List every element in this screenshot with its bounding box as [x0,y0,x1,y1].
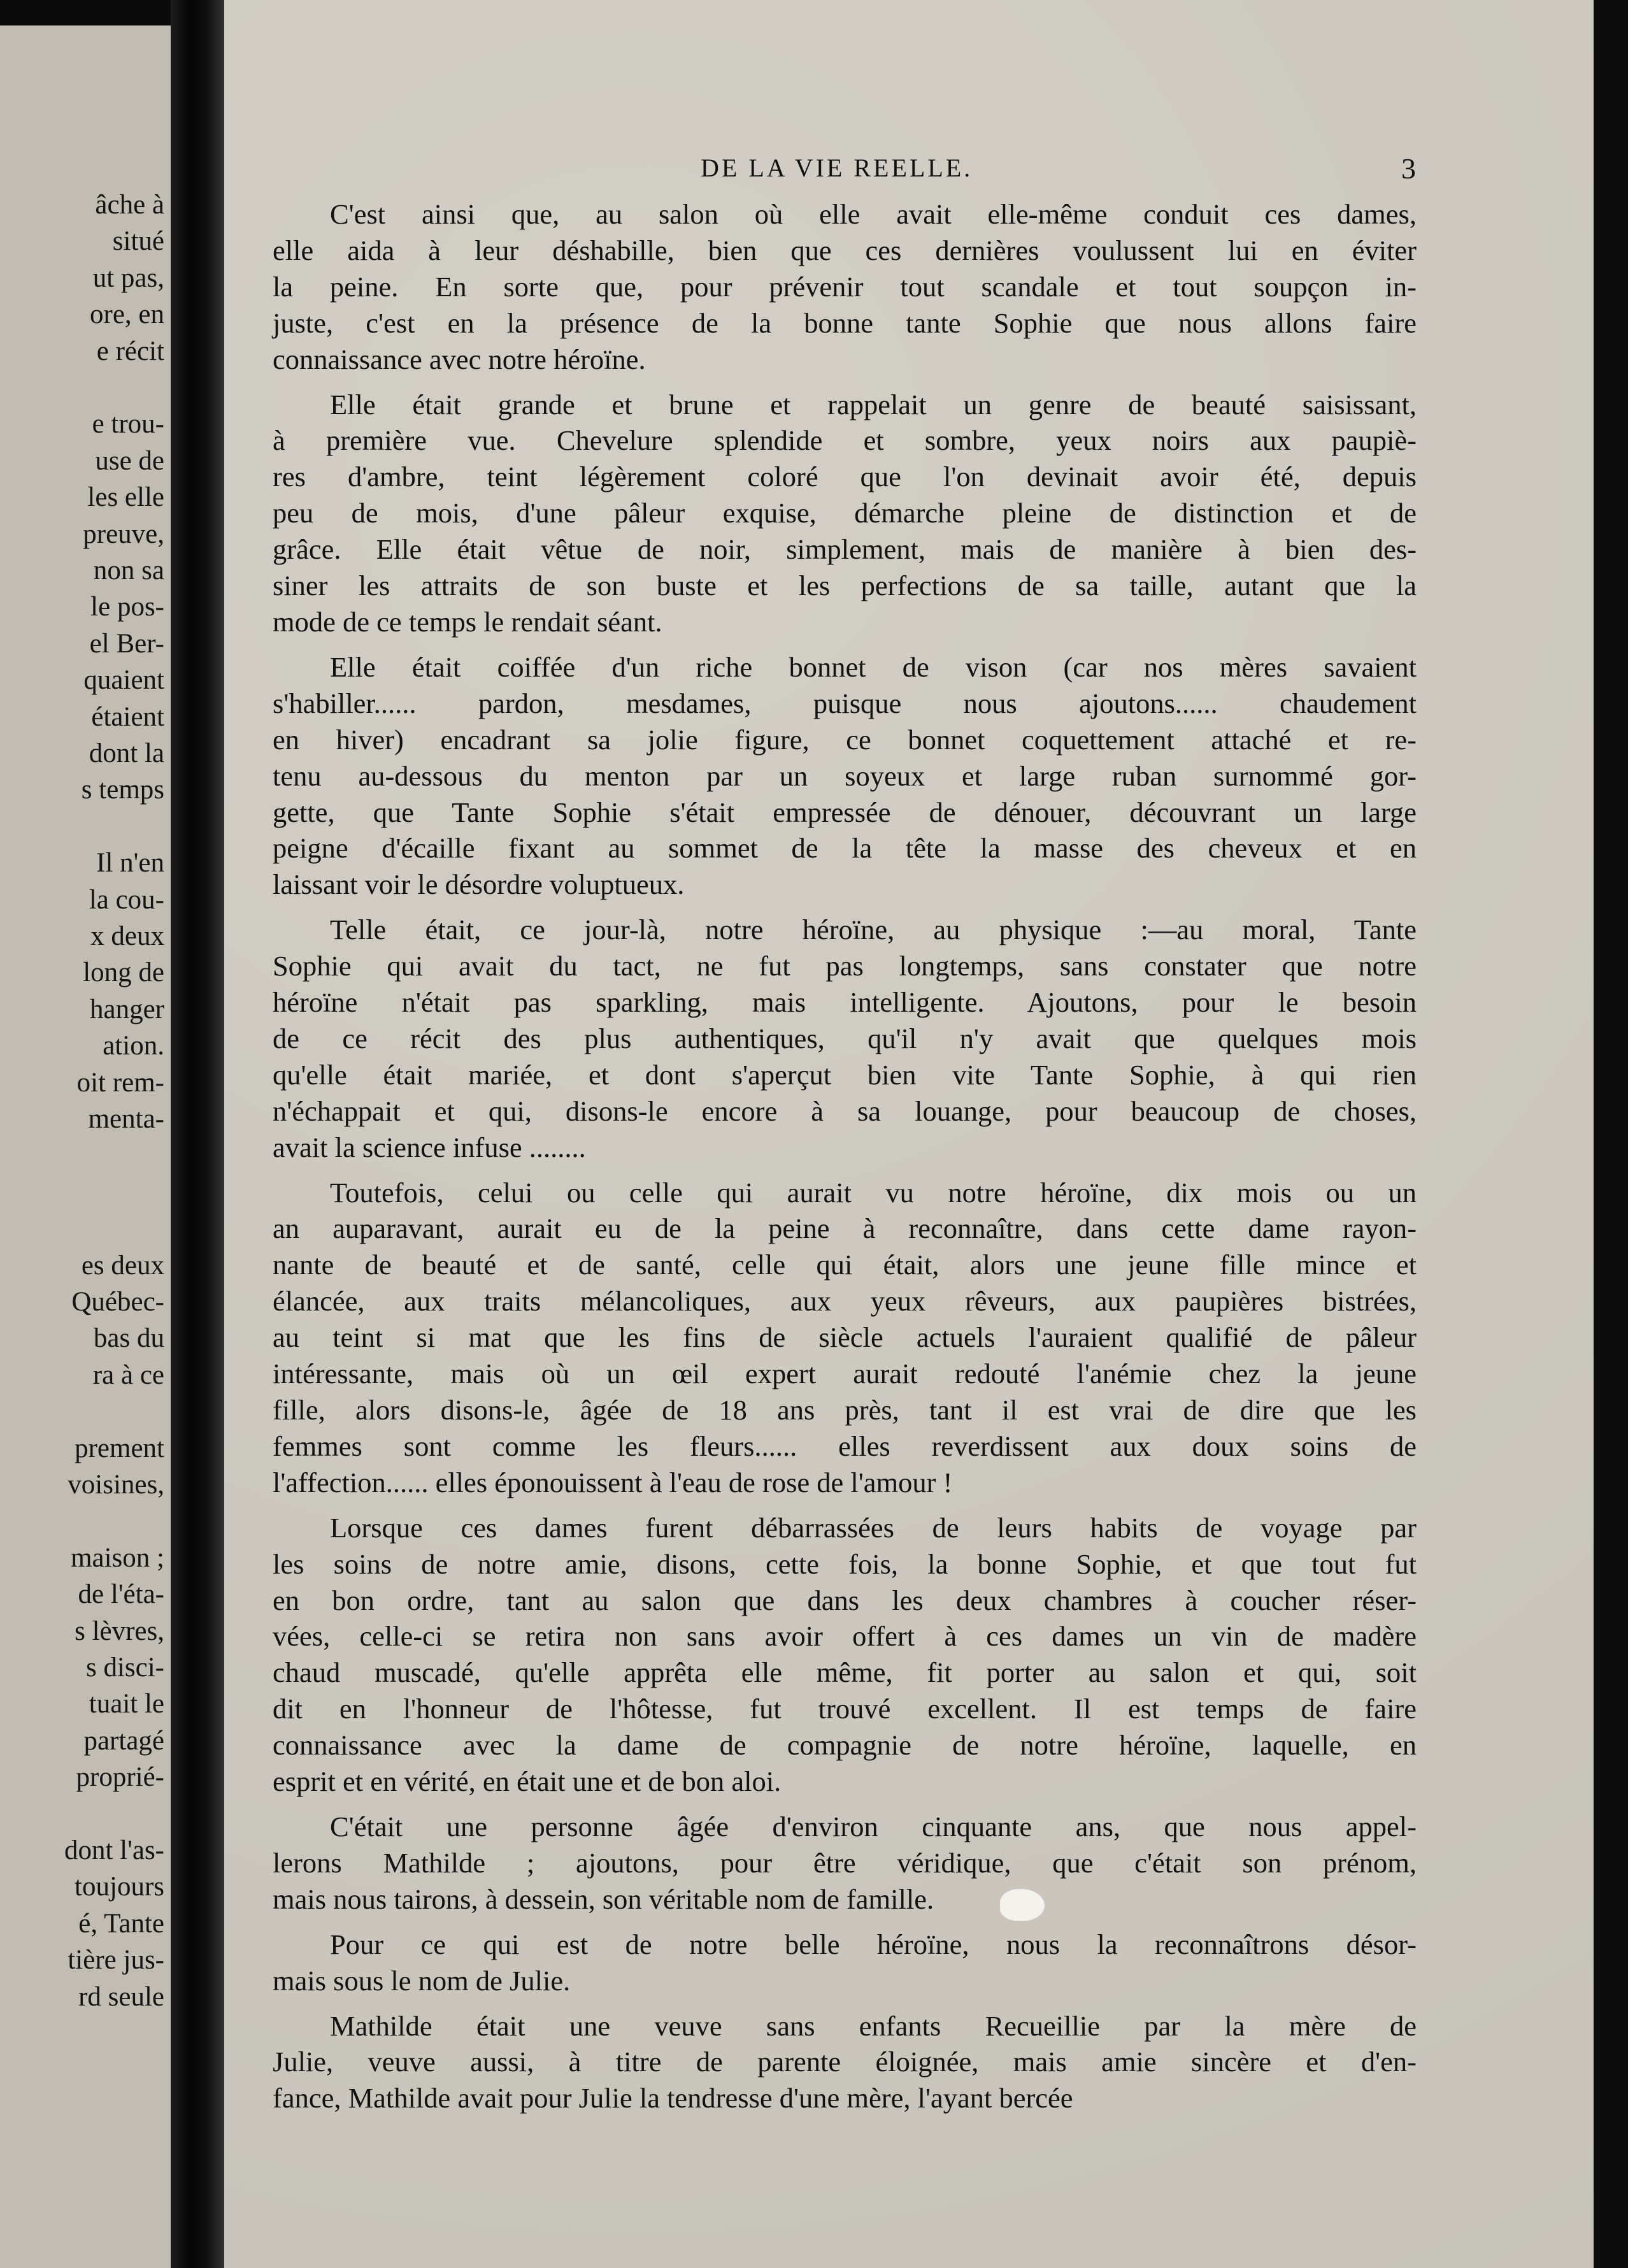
left-page-text-fragment: dont l'as- [64,1835,164,1865]
left-page-text-fragment: prement [75,1433,164,1463]
text-line: Sophie qui avait du tact, ne fut pas longtemps, sans constater que notre [273,950,1417,982]
left-page-text-fragment: le pos- [90,592,164,622]
body-text [273,196,1417,2125]
left-page-text-fragment: dont la [89,738,164,768]
left-page-text-fragment: preuve, [83,519,164,549]
left-page-text-fragment: de l'éta- [78,1579,164,1610]
text-line: la peine. En sorte que, pour prévenir tout scandale et tout soupçon in- [273,270,1417,303]
text-line: Lorsque ces dames furent débarrassées de leurs habits de voyage par [330,1511,1417,1544]
text-line: fille, alors disons-le, âgée de 18 ans près, tant il est vrai de dire que les [273,1394,1417,1426]
text-line: connaissance avec la dame de compagnie de notre héroïne, laquelle, en [273,1729,1417,1762]
text-line: mais nous tairons, à dessein, son véritable nom de famille. [273,1883,934,1915]
text-line: les soins de notre amie, disons, cette fois, la bonne Sophie, et que tout fut [273,1547,1417,1580]
text-line: élancée, aux traits mélancoliques, aux yeux rêveurs, aux paupières bistrées, [273,1285,1417,1317]
text-line: mode de ce temps le rendait séant. [273,605,662,638]
text-line: nante de beauté et de santé, celle qui était, alors une jeune fille mince et [273,1249,1417,1281]
paragraph [273,387,1417,640]
text-line: vées, celle-ci se retira non sans avoir offert à ces dames un vin de madère [273,1620,1417,1653]
text-line: avait la science infuse ........ [273,1131,586,1163]
text-line: dit en l'honneur de l'hôtesse, fut trouvé excellent. Il est temps de faire [273,1693,1417,1725]
left-page-text-fragment: Il n'en [96,848,164,879]
running-head: DE LA VIE REELLE. [701,154,973,182]
text-line: Pour ce qui est de notre belle héroïne, nous la reconnaîtrons désor- [330,1928,1417,1960]
text-line: n'échappait et qui, disons-le encore à sa louange, pour beaucoup de choses, [273,1095,1417,1127]
left-page-text-fragment: partagé [83,1725,164,1756]
left-page-text-fragment: use de [95,445,164,476]
left-page-text-fragment: quaient [83,665,164,696]
text-line: de ce récit des plus authentiques, qu'il n'y avait que quelques mois [273,1022,1417,1054]
text-line: juste, c'est en la présence de la bonne tante Sophie que nous allons faire [273,306,1417,339]
left-page-text-fragment: tuait le [89,1689,164,1719]
left-page-text-fragment: é, Tante [78,1908,164,1939]
text-line: elle aida à leur déshabille, bien que ces dernières voulussent lui en éviter [273,234,1417,266]
text-line: Elle était grande et brune et rappelait un genre de beauté saisissant, [330,388,1417,420]
right-page-edge [1594,0,1628,2268]
left-page-text-fragment: toujours [75,1872,164,1902]
left-page-text-fragment: long de [83,958,164,988]
page-number: 3 [1401,152,1416,185]
text-line: s'habiller...... pardon, mesdames, puisque nous ajoutons...... chaudement [273,687,1417,719]
text-line: l'affection...... elles éponouissent à l'eau de rose de l'amour ! [273,1466,953,1498]
text-line: femmes sont comme les fleurs...... elles reverdissent aux doux soins de [273,1430,1417,1462]
left-page-text-fragment: âche à [95,190,164,220]
paragraph [273,1175,1417,1501]
left-page-fragment [0,25,171,2268]
paragraph [273,2008,1417,2117]
text-line: res d'ambre, teint légèrement coloré que l'on devinait avoir été, depuis [273,461,1417,493]
left-page-text-fragment: e récit [96,336,164,366]
text-line: qu'elle était mariée, et dont s'aperçut bien vite Tante Sophie, à qui rien [273,1058,1417,1091]
left-page-text-fragment: la cou- [89,884,164,915]
text-line: grâce. Elle était vêtue de noir, simplement, mais de manière à bien des- [273,533,1417,566]
text-line: gette, que Tante Sophie s'était empressée de dénouer, découvrant un large [273,796,1417,828]
text-line: en hiver) encadrant sa jolie figure, ce bonnet coquettement attaché et re- [273,723,1417,756]
left-page-text-fragment: ore, en [90,299,164,330]
text-line: mais sous le nom de Julie. [273,1964,571,1997]
left-page-text-fragment: s disci- [85,1653,164,1683]
text-line: laissant voir le désordre voluptueux. [273,868,685,901]
left-page-text-fragment: ut pas, [92,262,164,293]
text-line: Julie, veuve aussi, à titre de parente éloignée, mais amie sincère et d'en- [273,2046,1417,2078]
left-page-text-fragment: hanger [90,994,164,1024]
text-line: en bon ordre, tant au salon que dans les deux chambres à coucher réser- [273,1584,1417,1616]
paper-stain [1000,1889,1045,1921]
paragraph [273,912,1417,1165]
left-page-text-fragment: maison ; [71,1542,164,1573]
left-page-text-fragment: x deux [90,921,164,951]
left-page-text-fragment: oit rem- [76,1067,164,1098]
text-line: an auparavant, aurait eu de la peine à reconnaître, dans cette dame rayon- [273,1212,1417,1245]
left-page-text-fragment: situé [112,226,164,257]
text-line: chaud muscadé, qu'elle apprêta elle même, fit porter au salon et qui, soit [273,1656,1417,1689]
text-line: Toutefois, celui ou celle qui aurait vu notre héroïne, dix mois ou un [330,1176,1417,1209]
text-line: peu de mois, d'une pâleur exquise, démarche pleine de distinction et de [273,497,1417,529]
text-line: au teint si mat que les fins de siècle actuels l'auraient qualifié de pâleur [273,1321,1417,1354]
text-line: tenu au-dessous du menton par un soyeux et large ruban surnommé gor- [273,759,1417,792]
left-page-text-fragment: el Ber- [89,628,164,659]
text-line: lerons Mathilde ; ajoutons, pour être véridique, que c'était son prénom, [273,1846,1417,1879]
text-line: Telle était, ce jour-là, notre héroïne, au physique :—au moral, Tante [330,914,1417,946]
book-gutter [171,0,228,2268]
left-page-text-fragment: s lèvres, [75,1616,164,1646]
text-line: fance, Mathilde avait pour Julie la tendresse d'une mère, l'ayant bercée [273,2082,1073,2114]
left-page-text-fragment: ra à ce [92,1360,164,1390]
left-page-text-fragment: e trou- [92,409,164,440]
text-line: Mathilde était une veuve sans enfants Recueillie par la mère de [330,2009,1417,2042]
left-page-text-fragment: étaient [91,701,164,732]
text-line: C'était une personne âgée d'environ cinquante ans, que nous appel- [330,1810,1417,1842]
paragraph [273,649,1417,903]
text-line: esprit et en vérité, en était une et de bon aloi. [273,1765,782,1798]
text-line: siner les attraits de son buste et les perfections de sa taille, autant que la [273,570,1417,602]
left-page-text-fragment: non sa [93,556,164,585]
paragraph [273,196,1417,378]
text-line: connaissance avec notre héroïne. [273,343,646,375]
left-page-text-fragment: tière jus- [68,1945,164,1976]
left-page-text-fragment: s temps [81,775,164,805]
left-page-text-fragment: proprié- [76,1762,164,1793]
paragraph [273,1809,1417,1918]
text-line: peigne d'écaille fixant au sommet de la tête la masse des cheveux et en [273,832,1417,865]
left-page-text-fragment: bas du [93,1323,164,1354]
left-page-text-fragment: les elle [87,482,164,513]
paragraph [273,1927,1417,1999]
text-line: à première vue. Chevelure splendide et sombre, yeux noirs aux paupiè- [273,424,1417,457]
left-page-text-fragment: rd seule [78,1981,164,2012]
text-line: Elle était coiffée d'un riche bonnet de vison (car nos mères savaient [330,650,1417,683]
text-line: C'est ainsi que, au salon où elle avait elle-même conduit ces dames, [330,198,1417,230]
left-page-text-fragment: ation. [103,1031,164,1061]
text-line: héroïne n'était pas sparkling, mais intelligente. Ajoutons, pour le besoin [273,986,1417,1019]
paragraph [273,1510,1417,1800]
text-line: intéressante, mais où un œil expert aurait redouté l'anémie chez la jeune [273,1358,1417,1390]
left-page-text-fragment: Québec- [71,1287,164,1317]
left-page-text-fragment: menta- [88,1104,164,1134]
left-page-text-fragment: voisines, [68,1470,164,1500]
left-page-text-fragment: es deux [81,1250,164,1281]
